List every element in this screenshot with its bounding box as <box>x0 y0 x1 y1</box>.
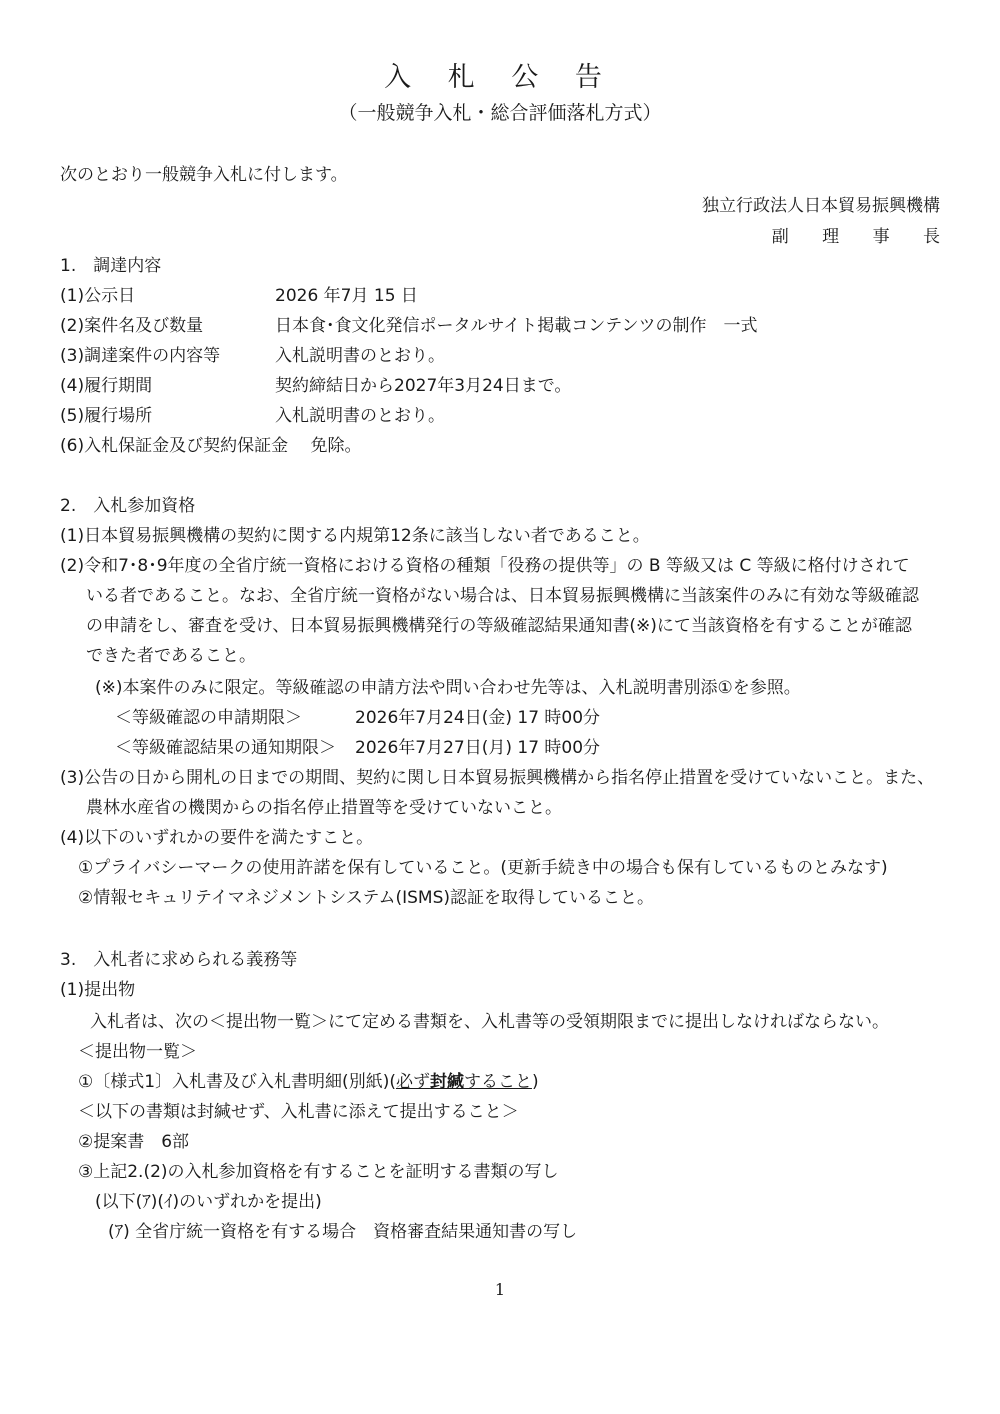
section3-p1-text: 入札者は、次の＜提出物一覧＞にて定める書類を、入札書等の受領期限までに提出しなければならない。 <box>90 1012 889 1032</box>
item1-post: ) <box>531 1072 539 1092</box>
item1-pre: ①〔様式1〕入札書及び入札書明細(別紙)( <box>78 1072 396 1092</box>
section2-p3-line: (3)公告の日から開札の日までの期間、契約に関し日本貿易振興機構から指名停止措置を受けていないこと。また、 <box>60 768 935 788</box>
item-label: (4)履行期間 <box>60 376 153 396</box>
section2-p2-line: (2)令和7･8･9年度の全省庁統一資格における資格の種類「役務の提供等」の B 等級又は C 等級に格付けされて <box>60 556 910 576</box>
section2-p2-line: の申請をし、審査を受け、日本貿易振興機構発行の等級確認結果通知書(※)にて当該資格を有することが確認 <box>86 616 912 636</box>
issuer-org: 独立行政法人日本貿易振興機構 <box>702 196 940 216</box>
section1-item <box>60 311 940 341</box>
section2-p2-line: いる者であること。なお、全省庁統一資格がない場合は、日本貿易振興機構に当該案件のみに有効な等級確認 <box>86 586 919 606</box>
item1-underline-2: すること <box>463 1072 532 1092</box>
item-label: (1)公示日 <box>60 286 136 306</box>
deadline-label: ＜等級確認結果の通知期限＞ <box>115 738 336 758</box>
section2-p2-line: できた者であること。 <box>86 646 256 666</box>
submission-item-2: ②提案書 6部 <box>78 1132 190 1152</box>
section2-p1: (1)日本貿易振興機構の契約に関する内規第12条に該当しない者であること。 <box>60 526 650 546</box>
submission-item-3-sub: (以下(ｱ)(ｲ)のいずれかを提出) <box>95 1192 322 1212</box>
section1-item6: (6)入札保証金及び契約保証金 免除。 <box>60 436 362 456</box>
item-label: (2)案件名及び数量 <box>60 316 204 336</box>
section3-heading: 3. 入札者に求められる義務等 <box>60 950 298 970</box>
item1-underline-1: 必ず <box>395 1072 430 1092</box>
section2-p4: (4)以下のいずれかの要件を満たすこと。 <box>60 828 374 848</box>
item-value: 日本食･食文化発信ポータルサイト掲載コンテンツの制作 一式 <box>275 316 758 336</box>
section1-item <box>60 401 940 431</box>
deadline-value: 2026年7月27日(月) 17 時00分 <box>355 738 601 758</box>
section1-item <box>60 341 940 371</box>
page-number: 1 <box>494 1280 506 1299</box>
item-label: (5)履行場所 <box>60 406 153 426</box>
item-value: 契約締結日から2027年3月24日まで。 <box>275 376 572 396</box>
item-value: 入札説明書のとおり。 <box>275 406 445 426</box>
item1-bold: 封緘 <box>429 1072 464 1092</box>
section1-item <box>60 281 940 311</box>
document-subtitle: （一般競争入札・総合評価落札方式） <box>338 102 662 124</box>
item-value: 2026 年7月 15 日 <box>275 286 418 306</box>
section3-p1: (1)提出物 <box>60 980 136 1000</box>
submission-list-heading: ＜提出物一覧＞ <box>78 1042 197 1062</box>
unsealed-note: ＜以下の書類は封緘せず、入札書に添えて提出すること＞ <box>78 1102 519 1122</box>
item-label: (3)調達案件の内容等 <box>60 346 221 366</box>
document-title: 入 札 公 告 <box>384 62 616 93</box>
item-value: 入札説明書のとおり。 <box>275 346 445 366</box>
deadline-label: ＜等級確認の申請期限＞ <box>115 708 302 728</box>
intro-text: 次のとおり一般競争入札に付します。 <box>60 165 348 185</box>
section2-p4-item: ②情報セキュリテイマネジメントシステム(ISMS)認証を取得していること。 <box>78 888 655 908</box>
issuer-role: 副 理 事 長 <box>771 227 954 247</box>
section2-note: (※)本案件のみに限定。等級確認の申請方法や問い合わせ先等は、入札説明書別添①を参照。 <box>95 678 801 698</box>
submission-item-3a: (ｱ) 全省庁統一資格を有する場合 資格審査結果通知書の写し <box>108 1222 578 1242</box>
section1-heading: 1. 調達内容 <box>60 256 162 276</box>
submission-item-1 <box>78 1067 539 1097</box>
deadline-row <box>115 703 675 733</box>
deadline-row <box>115 733 675 763</box>
section1-item <box>60 371 940 401</box>
section2-p3-line: 農林水産省の機関からの指名停止措置等を受けていないこと。 <box>86 798 562 818</box>
deadline-value: 2026年7月24日(金) 17 時00分 <box>355 708 601 728</box>
section2-heading: 2. 入札参加資格 <box>60 496 196 516</box>
submission-item-3: ③上記2.(2)の入札参加資格を有することを証明する書類の写し <box>78 1162 559 1182</box>
section2-p4-item: ①プライバシーマークの使用許諾を保有していること。(更新手続き中の場合も保有しているものとみなす) <box>78 858 888 878</box>
